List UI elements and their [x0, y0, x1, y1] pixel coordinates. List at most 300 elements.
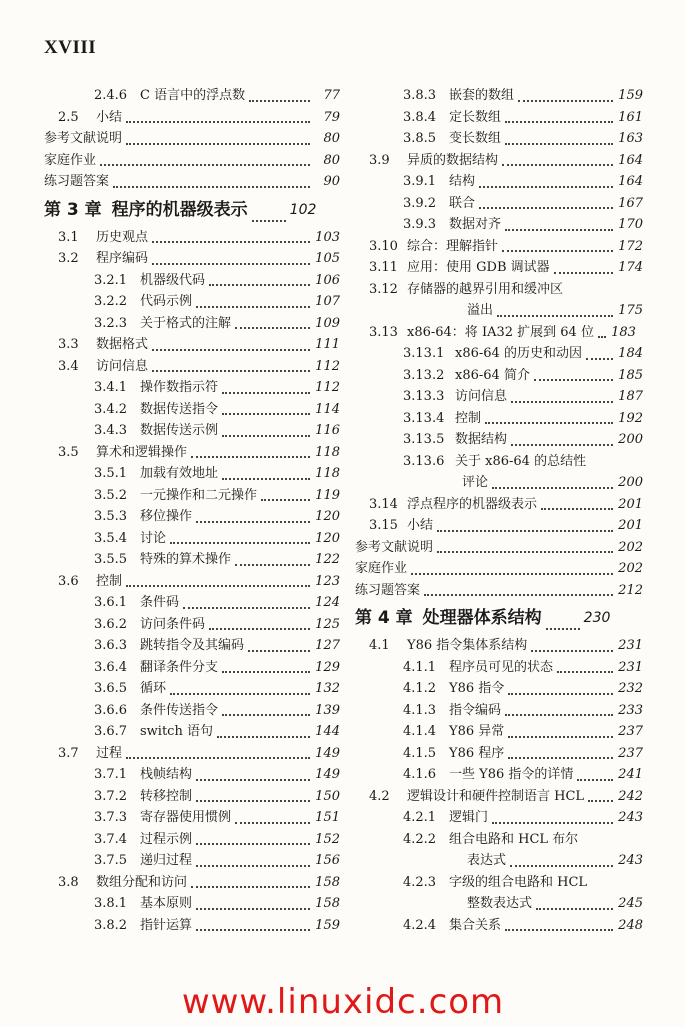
toc-entry-text [94, 721, 213, 743]
toc-entry-title: 递归过程 [140, 853, 193, 868]
toc-page-number: 119 [315, 487, 340, 503]
toc-entry [355, 764, 643, 786]
toc-entry-text [58, 571, 122, 593]
toc-entry-title: 控制 [96, 573, 123, 589]
toc-entry-title: 条件传送指令 [140, 702, 219, 718]
toc-entry-title: 集合关系 [449, 917, 502, 933]
toc-entry [44, 764, 340, 786]
toc-entry-text [403, 408, 481, 430]
toc-page-number: 139 [315, 702, 340, 718]
toc-entry-title: 控制 [455, 410, 482, 426]
toc-chapter-heading [44, 193, 340, 227]
toc-entry-title: 讨论 [140, 530, 167, 546]
toc-entry-text [369, 494, 537, 516]
leader-dots [196, 833, 310, 845]
toc-entry [44, 786, 340, 808]
leader-dots [152, 360, 310, 372]
toc-entry-text [403, 657, 553, 679]
toc-entry [44, 485, 340, 507]
toc-entry-number: 3.10 [369, 238, 398, 254]
toc-entry [355, 300, 643, 322]
leader-dots [235, 812, 310, 824]
toc-page-number: 202 [618, 561, 643, 576]
toc-entry-title: 练习题答案 [44, 174, 110, 189]
toc-entry [44, 850, 340, 872]
toc-entry-text [403, 128, 501, 150]
toc-entry [355, 558, 643, 580]
toc-entry-number: 3.13.3 [403, 389, 445, 404]
toc-entry-text [403, 386, 507, 408]
toc-entry-text [94, 764, 192, 786]
toc-entry-text [403, 700, 501, 722]
toc-entry [355, 429, 643, 451]
toc-entry-number: 3.5.5 [94, 552, 128, 567]
toc-entry-number: 3.4.3 [94, 423, 128, 438]
toc-entry-number: 3.8.4 [403, 109, 437, 125]
toc-entry-text [58, 743, 122, 765]
toc-entry [355, 365, 643, 387]
toc-entry-title: 数据对齐 [449, 217, 502, 232]
toc-entry-number: 3.13 [369, 324, 398, 340]
leader-dots [196, 296, 310, 308]
toc-page-number: 111 [315, 337, 340, 352]
toc-entry [355, 872, 643, 894]
toc-entry-title: 机器级代码 [140, 272, 206, 288]
toc-page-number: 114 [315, 401, 340, 417]
toc-page-number: 80 [323, 131, 340, 146]
toc-entry-number: 3.9 [369, 152, 390, 168]
toc-entry-number: 3.2.3 [94, 315, 128, 331]
leader-dots [196, 919, 310, 931]
toc-entry [44, 270, 340, 292]
toc-entry-title: 访问条件码 [140, 616, 206, 632]
toc-entry-text [94, 313, 231, 335]
toc-entry-title: 一些 Y86 指令的详情 [449, 767, 574, 782]
leader-dots [518, 90, 613, 102]
toc-entry-number: 3.9.2 [403, 195, 437, 211]
leader-dots [554, 262, 613, 274]
leader-dots [437, 520, 613, 532]
toc-entry-number: 3.4.2 [94, 401, 128, 417]
toc-entry [355, 214, 643, 236]
leader-dots [505, 704, 613, 716]
toc-entry [44, 128, 340, 150]
toc-entry-title: x86-64 的历史和动因 [455, 346, 582, 361]
toc-page-number: 201 [618, 496, 643, 512]
toc-entry-text [58, 227, 148, 249]
toc-entry [355, 128, 643, 150]
leader-dots [508, 726, 613, 738]
toc-entry [44, 721, 340, 743]
toc-entry-number: 3.6.3 [94, 638, 128, 653]
toc-entry [355, 343, 643, 365]
leader-dots [222, 704, 310, 716]
leader-dots [505, 919, 613, 931]
toc-entry-number: 3.2.2 [94, 294, 128, 309]
toc-entry [44, 85, 340, 107]
toc-entry-text [58, 107, 122, 129]
toc-entry-text [94, 678, 166, 700]
toc-entry-text [403, 807, 488, 829]
toc-entry-text [403, 85, 514, 107]
toc-entry [44, 614, 340, 636]
toc-entry [44, 893, 340, 915]
toc-entry-number: 3.5.4 [94, 530, 128, 546]
toc-right-column [355, 85, 643, 936]
leader-dots [126, 111, 310, 123]
leader-dots [511, 434, 613, 446]
leader-dots [510, 855, 613, 867]
toc-entry-title: 程序编码 [96, 251, 149, 266]
toc-entry [44, 442, 340, 464]
toc-entry [355, 580, 643, 602]
toc-entry-number: 3.6.4 [94, 659, 128, 675]
toc-entry [355, 635, 643, 657]
toc-entry [355, 743, 643, 765]
toc-page-number: 120 [315, 530, 340, 546]
toc-page-number: 149 [315, 767, 340, 782]
toc-entry-number: 3.5.1 [94, 466, 128, 481]
toc-page-number: 149 [315, 745, 340, 761]
leader-dots [152, 231, 310, 243]
toc-entry-number: 2.5 [58, 109, 79, 125]
page-number: XVIII [44, 37, 97, 58]
toc-entry [355, 893, 643, 915]
toc-entry-text [94, 807, 231, 829]
leader-dots [479, 176, 613, 188]
toc-page-number: 79 [323, 109, 340, 125]
toc-entry [355, 915, 643, 937]
leader-dots [437, 541, 613, 553]
toc-entry-number: 3.13.4 [403, 410, 445, 426]
leader-dots [505, 111, 613, 123]
toc-entry-text [369, 515, 433, 537]
leader-dots [196, 898, 310, 910]
toc-entry-title: 加载有效地址 [140, 466, 219, 481]
toc-entry-title: 小结 [96, 109, 123, 125]
toc-entry-text [403, 872, 587, 894]
toc-page-number: 124 [315, 595, 340, 610]
leader-dots [222, 382, 310, 394]
toc-entry-number: 3.8.5 [403, 131, 437, 146]
toc-page-number: 248 [618, 917, 643, 933]
toc-entry-number: 3.9.3 [403, 217, 437, 232]
leader-dots [508, 747, 613, 759]
toc-entry-text [58, 248, 148, 270]
toc-entry-title: 移位操作 [140, 509, 193, 524]
toc-entry-text [355, 580, 420, 602]
toc-page-number: 242 [618, 788, 643, 804]
toc-entry-title: Y86 程序 [449, 745, 505, 761]
toc-entry [355, 107, 643, 129]
toc-entry-number: 4.1 [369, 638, 390, 653]
toc-entry-title: 结构 [449, 174, 476, 189]
toc-page-number: 164 [618, 152, 643, 168]
toc-page-number: 202 [618, 539, 643, 555]
toc-entry-title: 一元操作和二元操作 [140, 487, 258, 503]
leader-dots [222, 425, 310, 437]
toc-entry-number: 3.3 [58, 337, 79, 352]
toc-entry-title: Y86 指令 [449, 681, 505, 696]
toc-page-number: 116 [315, 423, 340, 438]
toc-entry-text [94, 592, 179, 614]
toc-entry-number: 3.7 [58, 745, 79, 761]
toc-entry [355, 515, 643, 537]
toc-entry [355, 85, 643, 107]
toc-entry-title: 溢出 [467, 303, 494, 318]
toc-entry-title: 表达式 [467, 853, 507, 868]
toc-page-number: 112 [315, 380, 340, 395]
toc-entry-text [403, 343, 582, 365]
toc-page-number: 118 [315, 466, 340, 481]
toc-entry-number: 4.2.2 [403, 831, 437, 847]
leader-dots [222, 661, 310, 673]
toc-entry-text [44, 171, 109, 193]
toc-entry [355, 807, 643, 829]
toc-entry-title: 变长数组 [449, 131, 502, 146]
toc-page-number: 107 [315, 294, 340, 309]
toc-entry-text [94, 829, 192, 851]
toc-entry [44, 872, 340, 894]
toc-entry-text [94, 85, 245, 107]
toc-entry-text [403, 171, 475, 193]
toc-entry-text [403, 915, 501, 937]
toc-page-number: 152 [315, 831, 340, 847]
toc-entry-number: 4.2.3 [403, 874, 437, 890]
toc-entry-number: 3.12 [369, 281, 398, 297]
toc-entry-title: Y86 异常 [449, 724, 505, 739]
leader-dots [586, 348, 613, 360]
leader-dots [577, 769, 613, 781]
toc-entry-text [462, 472, 488, 494]
leader-dots [505, 219, 613, 231]
toc-page-number: 102 [289, 201, 317, 218]
toc-left-column [44, 85, 340, 936]
toc-entry-text [403, 193, 475, 215]
toc-page-number: 118 [315, 444, 340, 460]
toc-entry [44, 571, 340, 593]
toc-entry-number: 3.6.6 [94, 702, 128, 718]
toc-entry-title: 数组分配和访问 [96, 874, 188, 890]
leader-dots [191, 446, 310, 458]
leader-dots [222, 468, 310, 480]
leader-dots [479, 197, 613, 209]
toc-entry-title: 整数表达式 [467, 896, 533, 911]
toc-entry [44, 657, 340, 679]
toc-page-number: 159 [315, 917, 340, 933]
toc-entry-text [94, 399, 218, 421]
toc-entry-text [94, 270, 205, 292]
toc-entry-text [369, 279, 563, 301]
toc-entry-text [369, 635, 527, 657]
toc-entry-number: 3.14 [369, 496, 398, 512]
toc-entry [355, 386, 643, 408]
toc-entry-title: switch 语句 [140, 724, 213, 739]
toc-entry-text [94, 635, 244, 657]
toc-page-number: 127 [315, 638, 340, 653]
toc-entry-text [94, 700, 218, 722]
toc-page-number: 201 [618, 518, 643, 533]
toc-entry-title: 逻辑门 [449, 810, 489, 825]
toc-entry-text [94, 377, 218, 399]
toc-entry-number: 3.6 [58, 573, 79, 589]
toc-page-number: 245 [618, 896, 643, 911]
toc-entry-text [94, 463, 218, 485]
toc-entry-text [369, 257, 550, 279]
toc-entry-title: 处理器体系结构 [422, 608, 542, 628]
toc-entry [44, 356, 340, 378]
leader-dots [235, 554, 310, 566]
toc-entry-number: 3.5.2 [94, 487, 128, 503]
toc-entry-title: 综合：理解指针 [407, 238, 499, 254]
toc-entry-title: 基本原则 [140, 896, 193, 911]
toc-entry-title: 跳转指令及其编码 [140, 638, 245, 653]
toc-page-number: 184 [618, 346, 643, 361]
toc-entry-text [94, 549, 231, 571]
toc-entry-number: 3.5 [58, 444, 79, 460]
leader-dots [249, 90, 310, 102]
toc-entry-title: 指针运算 [140, 917, 193, 933]
toc-entry [355, 657, 643, 679]
toc-entry-title: 参考文献说明 [355, 539, 434, 555]
toc-entry-text [369, 786, 584, 808]
toc-entry-number: 3.8.3 [403, 88, 437, 103]
leader-dots [261, 489, 310, 501]
toc-entry [44, 700, 340, 722]
toc-entry-title: 数据格式 [96, 337, 149, 352]
toc-entry-text [94, 614, 205, 636]
toc-entry [44, 829, 340, 851]
toc-entry-number: 3.4.1 [94, 380, 128, 395]
toc-page-number: 200 [618, 475, 643, 490]
watermark-url: www.linuxidc.com [181, 982, 505, 1022]
toc-entry-number: 3.13.6 [403, 453, 445, 469]
toc-entry [44, 743, 340, 765]
toc-entry [44, 399, 340, 421]
toc-entry-text [403, 743, 504, 765]
toc-page-number: 161 [618, 109, 643, 125]
toc-entry [44, 528, 340, 550]
toc-entry-number: 4.2.4 [403, 917, 437, 933]
toc-page-number: 122 [315, 552, 340, 567]
toc-entry-title: 数据结构 [455, 432, 508, 447]
toc-page-number: 231 [618, 659, 643, 675]
toc-entry [44, 807, 340, 829]
toc-entry-number: 3.15 [369, 518, 398, 533]
toc-entry-title: 关于 x86-64 的总结性 [455, 453, 587, 469]
toc-entry [44, 463, 340, 485]
toc-entry-number: 3.4 [58, 358, 79, 374]
toc-entry-title: 家庭作业 [355, 561, 408, 576]
leader-dots [209, 274, 310, 286]
toc-entry [355, 236, 643, 258]
toc-entry-title: 转移控制 [140, 788, 193, 804]
toc-entry [355, 494, 643, 516]
leader-dots [511, 391, 613, 403]
toc-entry-title: 数据传送指令 [140, 401, 219, 417]
toc-page-number: 109 [315, 315, 340, 331]
toc-entry-title: x86-64 简介 [455, 367, 530, 383]
leader-dots [424, 584, 613, 596]
toc-entry-text [403, 365, 530, 387]
toc-page-number: 106 [315, 272, 340, 288]
toc-entry-number: 3.8.2 [94, 917, 128, 933]
toc-entry [44, 171, 340, 193]
toc-entry-title: 过程示例 [140, 831, 193, 847]
toc-page-number: 105 [315, 251, 340, 266]
toc-page-number: 170 [618, 217, 643, 232]
leader-dots [196, 511, 310, 523]
toc-entry-title: 访问信息 [96, 358, 149, 374]
toc-entry-title: 操作数指示符 [140, 380, 219, 395]
toc-entry [44, 291, 340, 313]
toc-entry-text [467, 850, 506, 872]
toc-entry-number: 4.2 [369, 788, 390, 804]
toc-page-number: 144 [315, 724, 340, 739]
toc-page-number: 175 [618, 303, 643, 318]
toc-entry [44, 227, 340, 249]
toc-entry [355, 850, 643, 872]
leader-dots [588, 790, 613, 802]
toc-entry [44, 915, 340, 937]
toc-entry-number: 3.5.3 [94, 509, 128, 524]
leader-dots [170, 532, 310, 544]
toc-page-number: 151 [315, 810, 340, 825]
toc-entry-number: 4.2.1 [403, 810, 437, 825]
toc-page-number: 103 [315, 229, 340, 245]
leader-dots [502, 240, 613, 252]
leader-dots [497, 305, 613, 317]
toc-entry-number: 3.2 [58, 251, 79, 266]
toc-entry-title: 字级的组合电路和 HCL [449, 874, 588, 890]
toc-entry-number: 3.13.1 [403, 346, 445, 361]
toc-entry-text [94, 915, 192, 937]
toc-entry [355, 829, 643, 851]
toc-entry [355, 279, 643, 301]
toc-entry-title: 练习题答案 [355, 582, 421, 598]
leader-dots [505, 133, 613, 145]
toc-page-number: 120 [315, 509, 340, 524]
toc-page-number: 185 [618, 367, 643, 383]
toc-entry-title: 组合电路和 HCL 布尔 [449, 831, 579, 847]
toc-page-number: 174 [618, 260, 643, 275]
toc-entry-title: 异质的数据结构 [407, 152, 499, 168]
toc-entry-text [369, 236, 498, 258]
toc-entry-number: 3.6.2 [94, 616, 128, 632]
toc-entry-text [94, 485, 257, 507]
leader-dots [492, 477, 613, 489]
toc-entry-text [58, 334, 148, 356]
toc-entry-title: 应用：使用 GDB 调试器 [407, 260, 550, 275]
toc-entry-number: 3.7.4 [94, 831, 128, 847]
leader-dots [485, 412, 613, 424]
toc-entry-title: 翻译条件分支 [140, 659, 219, 675]
toc-entry-title: 浮点程序的机器级表示 [407, 496, 538, 512]
toc-entry-title: 算术和逻辑操作 [96, 444, 188, 460]
leader-dots [248, 640, 310, 652]
toc-entry-title: 程序员可见的状态 [449, 659, 554, 675]
leader-dots [502, 154, 613, 166]
toc-entry-title: 定长数组 [449, 109, 502, 125]
toc-page-number: 200 [618, 432, 643, 447]
toc-entry-number: 3.6.5 [94, 681, 128, 696]
toc-entry-text [94, 506, 192, 528]
toc-page-number: 156 [315, 853, 340, 868]
toc-entry-text [58, 356, 148, 378]
leader-dots [152, 339, 310, 351]
toc-entry-text [94, 420, 218, 442]
leader-dots [126, 747, 310, 759]
